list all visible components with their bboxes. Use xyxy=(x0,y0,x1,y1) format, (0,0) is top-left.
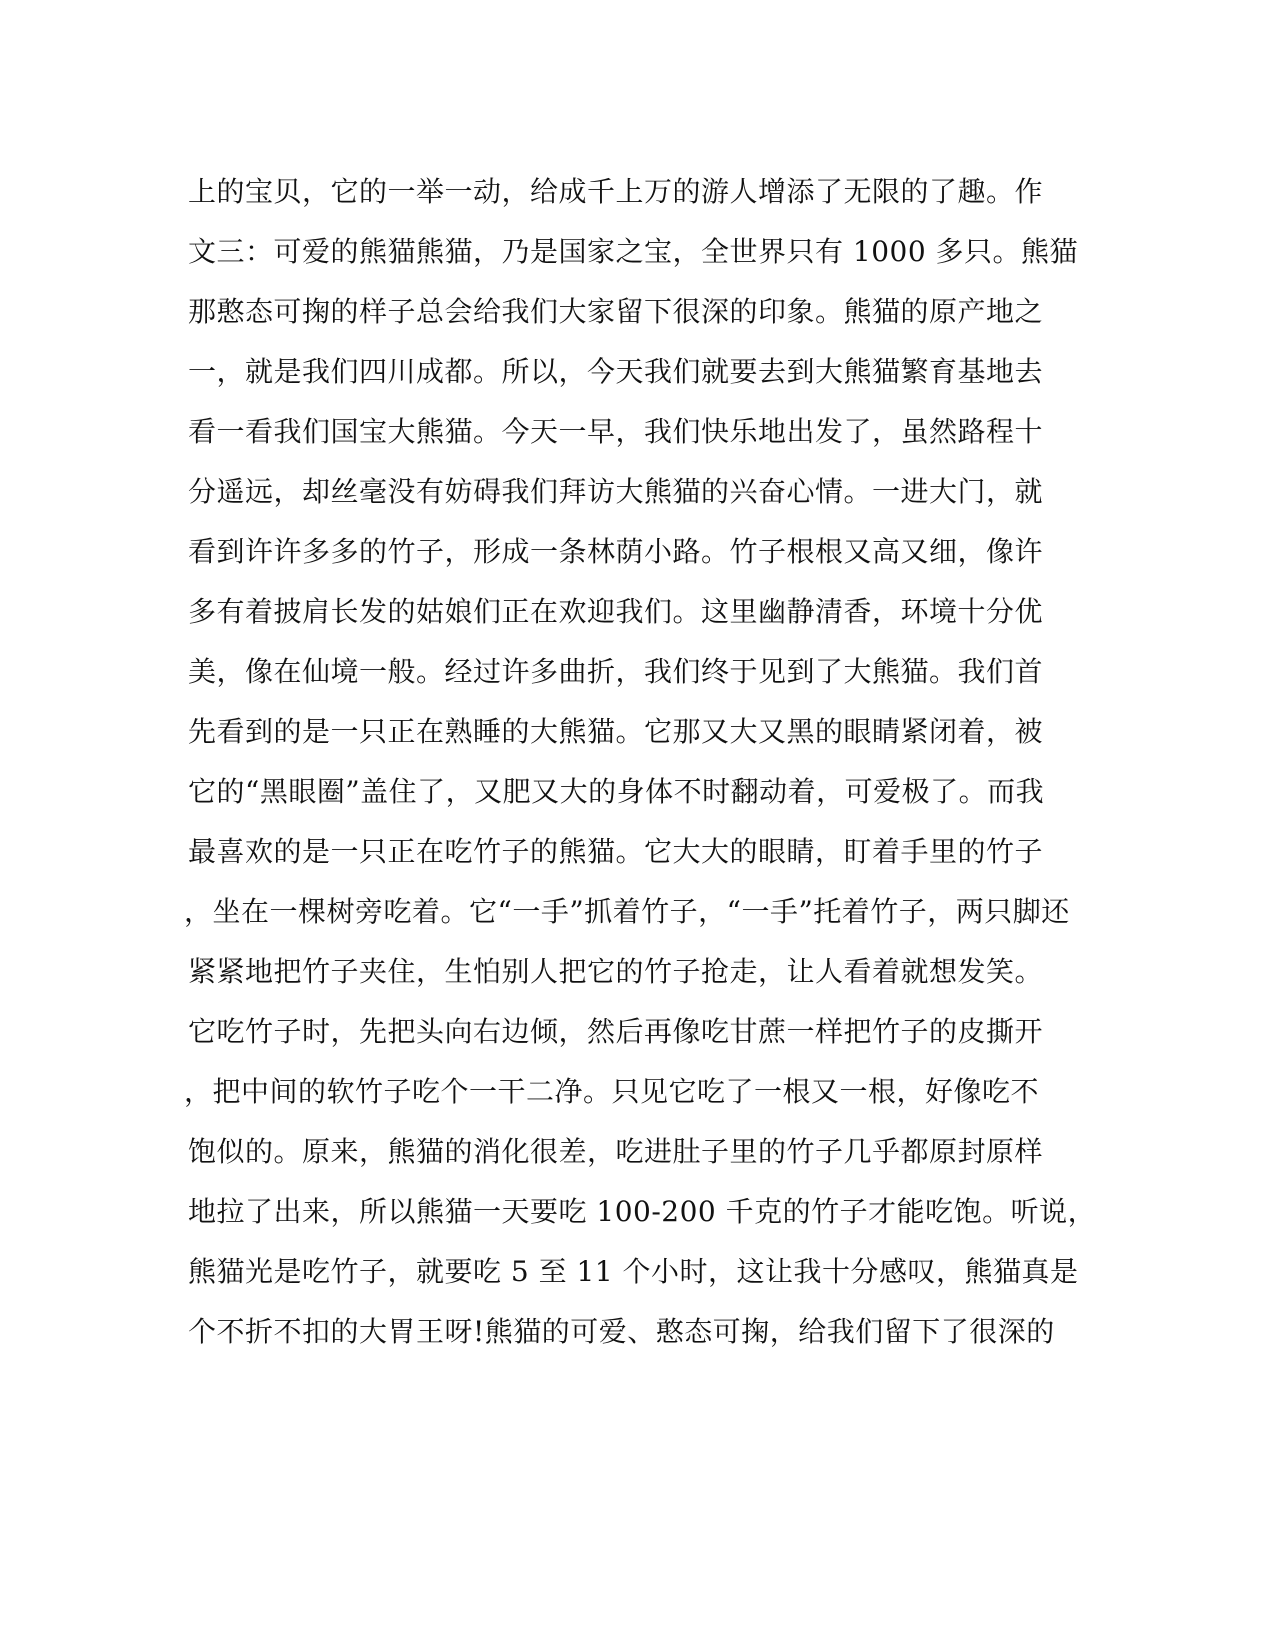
text-line-9: 美，像在仙境一般。经过许多曲折，我们终于见到了大熊猫。我们首 xyxy=(188,655,1044,688)
text-line-4: 一，就是我们四川成都。所以，今天我们就要去到大熊猫繁育基地去 xyxy=(188,355,1044,388)
text-line-14: 紧紧地把竹子夹住，生怕别人把它的竹子抢走，让人看着就想发笑。 xyxy=(188,955,1044,988)
text-line-20: 个不折不扣的大胃王呀!熊猫的可爱、憨态可掬，给我们留下了很深的 xyxy=(188,1315,1055,1348)
text-line-3: 那憨态可掬的样子总会给我们大家留下很深的印象。熊猫的原产地之 xyxy=(188,295,1044,328)
text-line-11: 它的“黑眼圈”盖住了，又肥又大的身体不时翻动着，可爱极了。而我 xyxy=(188,775,1045,808)
text-line-18: 地拉了出来，所以熊猫一天要吃 100-200 千克的竹子才能吃饱。听说， xyxy=(188,1195,1097,1228)
text-line-2: 文三：可爱的熊猫熊猫，乃是国家之宝，全世界只有 1000 多只。熊猫 xyxy=(188,235,1079,268)
text-line-7: 看到许许多多的竹子，形成一条林荫小路。竹子根根又高又细，像许 xyxy=(188,535,1044,568)
text-line-13: ，坐在一棵树旁吃着。它“一手”抓着竹子，“一手”托着竹子，两只脚还 xyxy=(184,895,1070,928)
text-line-15: 它吃竹子时，先把头向右边倾，然后再像吃甘蔗一样把竹子的皮撕开 xyxy=(188,1015,1044,1048)
text-line-10: 先看到的是一只正在熟睡的大熊猫。它那又大又黑的眼睛紧闭着，被 xyxy=(188,715,1044,748)
text-line-1: 上的宝贝，它的一举一动，给成千上万的游人增添了无限的了趣。作 xyxy=(188,175,1044,208)
text-line-17: 饱似的。原来，熊猫的消化很差，吃进肚子里的竹子几乎都原封原样 xyxy=(188,1135,1044,1168)
text-line-5: 看一看我们国宝大熊猫。今天一早，我们快乐地出发了，虽然路程十 xyxy=(188,415,1044,448)
essay-text-block xyxy=(184,162,1097,1362)
text-line-6: 分遥远，却丝毫没有妨碍我们拜访大熊猫的兴奋心情。一进大门，就 xyxy=(188,475,1044,508)
text-line-8: 多有着披肩长发的姑娘们正在欢迎我们。这里幽静清香，环境十分优 xyxy=(188,595,1044,628)
text-line-16: ，把中间的软竹子吃个一干二净。只见它吃了一根又一根，好像吃不 xyxy=(184,1075,1040,1108)
text-line-12: 最喜欢的是一只正在吃竹子的熊猫。它大大的眼睛，盯着手里的竹子 xyxy=(188,835,1044,868)
text-line-19: 熊猫光是吃竹子，就要吃 5 至 11 个小时，这让我十分感叹，熊猫真是 xyxy=(188,1255,1079,1288)
